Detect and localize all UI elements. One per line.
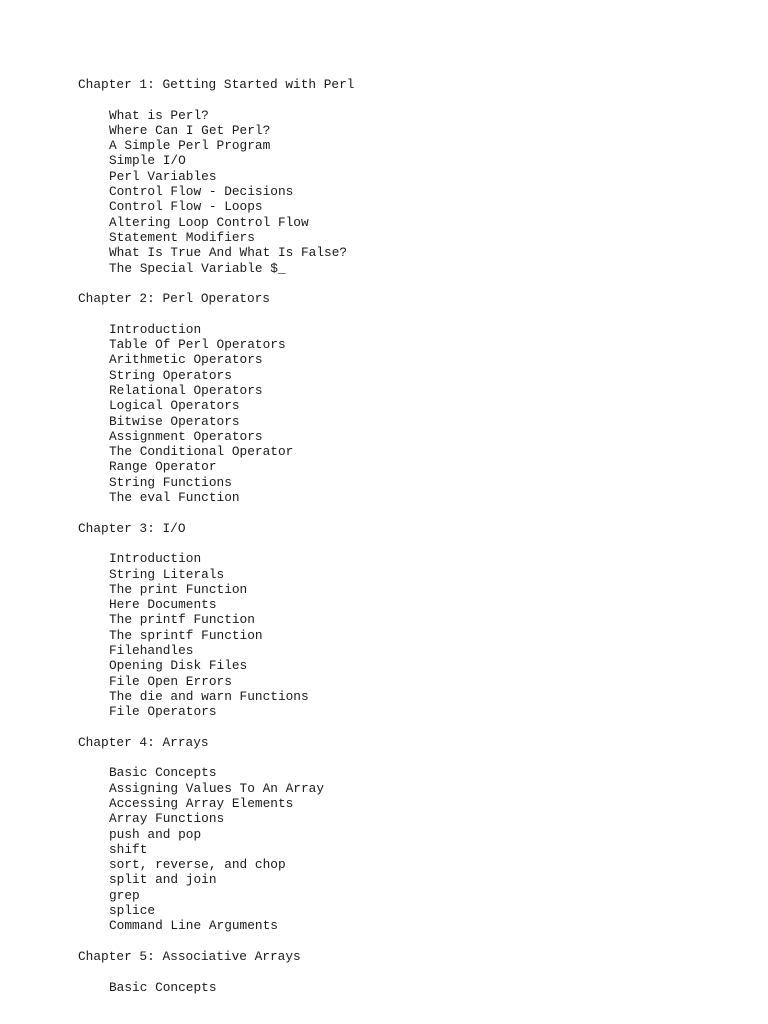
section-item: String Operators (109, 367, 232, 383)
section-item: What Is True And What Is False? (109, 245, 348, 261)
chapter-block (78, 949, 354, 995)
section-item: Assignment Operators (109, 428, 263, 444)
section-item: Simple I/O (109, 153, 186, 169)
section-item: The die and warn Functions (109, 688, 309, 704)
section-list (78, 980, 354, 995)
section-item: Altering Loop Control Flow (109, 214, 309, 230)
section-item: Command Line Arguments (109, 918, 278, 934)
section-item: push and pop (109, 826, 202, 842)
section-item: The print Function (109, 581, 248, 597)
section-item: Filehandles (109, 642, 194, 658)
chapter-title: Chapter 1: Getting Started with Perl (78, 77, 355, 92)
section-item: The sprintf Function (109, 627, 263, 643)
section-item: Control Flow - Loops (109, 199, 263, 215)
section-item: shift (109, 841, 148, 857)
section-item: String Functions (109, 474, 232, 490)
section-item: Introduction (109, 551, 202, 567)
section-list (78, 322, 354, 506)
section-item: Statement Modifiers (109, 229, 255, 245)
section-item: Perl Variables (109, 168, 217, 184)
chapter-block (78, 291, 354, 505)
section-item: Array Functions (109, 811, 225, 827)
chapter-title: Chapter 4: Arrays (78, 734, 209, 750)
section-item: Basic Concepts (109, 765, 217, 781)
section-item: A Simple Perl Program (109, 138, 271, 154)
section-item: Table Of Perl Operators (109, 337, 286, 353)
section-item: What is Perl? (109, 107, 209, 123)
chapter-block (78, 735, 354, 934)
chapter-title: Chapter 2: Perl Operators (78, 291, 270, 307)
section-item: grep (109, 887, 140, 903)
section-item: File Open Errors (109, 673, 232, 689)
table-of-contents (78, 77, 354, 1010)
section-item: The eval Function (109, 490, 240, 506)
section-item: Here Documents (109, 597, 217, 613)
section-item: The Conditional Operator (109, 444, 294, 460)
section-item: split and join (109, 872, 217, 888)
section-item: Logical Operators (109, 398, 240, 414)
section-item: Control Flow - Decisions (109, 184, 294, 200)
section-list (78, 551, 354, 719)
section-item: Where Can I Get Perl? (109, 122, 271, 138)
chapter-title: Chapter 3: I/O (78, 520, 186, 536)
section-item: Range Operator (109, 459, 217, 475)
section-item: Bitwise Operators (109, 413, 240, 429)
section-item: Assigning Values To An Array (109, 780, 325, 796)
section-item: Basic Concepts (109, 979, 217, 995)
section-list (78, 765, 354, 933)
section-item: Accessing Array Elements (109, 795, 294, 811)
section-item: String Literals (109, 566, 225, 582)
chapter-block (78, 77, 354, 276)
section-item: The printf Function (109, 612, 255, 628)
chapter-block (78, 521, 354, 720)
section-item: Opening Disk Files (109, 658, 248, 674)
section-item: File Operators (109, 704, 217, 720)
section-item: splice (109, 903, 156, 919)
section-item: Relational Operators (109, 382, 263, 398)
section-item: Introduction (109, 321, 202, 337)
section-item: The Special Variable $_ (109, 260, 286, 276)
chapter-title: Chapter 5: Associative Arrays (78, 948, 301, 964)
section-item: sort, reverse, and chop (109, 857, 286, 873)
section-item: Arithmetic Operators (109, 352, 263, 368)
section-list (78, 108, 354, 276)
